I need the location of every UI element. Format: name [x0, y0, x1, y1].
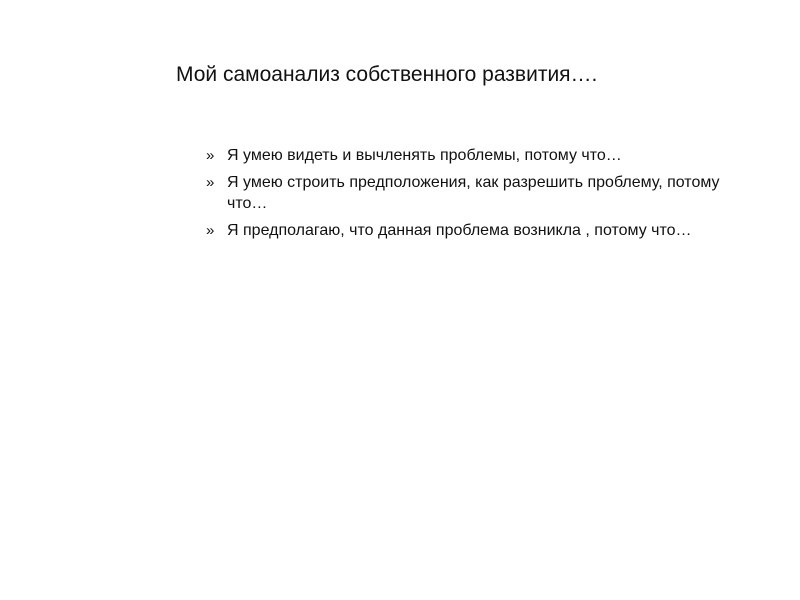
list-item: [206, 172, 766, 214]
bullet-marker-icon: »: [206, 147, 215, 164]
bullet-text: Я умею строить предположения, как разрешить проблему, потому что…: [227, 174, 720, 212]
bullet-list: [206, 145, 766, 247]
list-item: [206, 145, 766, 166]
bullet-marker-icon: »: [206, 174, 215, 191]
bullet-marker-icon: »: [206, 222, 215, 239]
list-item: [206, 220, 766, 241]
bullet-text: Я предполагаю, что данная проблема возникла , потому что…: [227, 222, 692, 239]
bullet-text: Я умею видеть и вычленять проблемы, потому что…: [227, 147, 622, 164]
slide-title: Мой самоанализ собственного развития….: [176, 63, 598, 86]
